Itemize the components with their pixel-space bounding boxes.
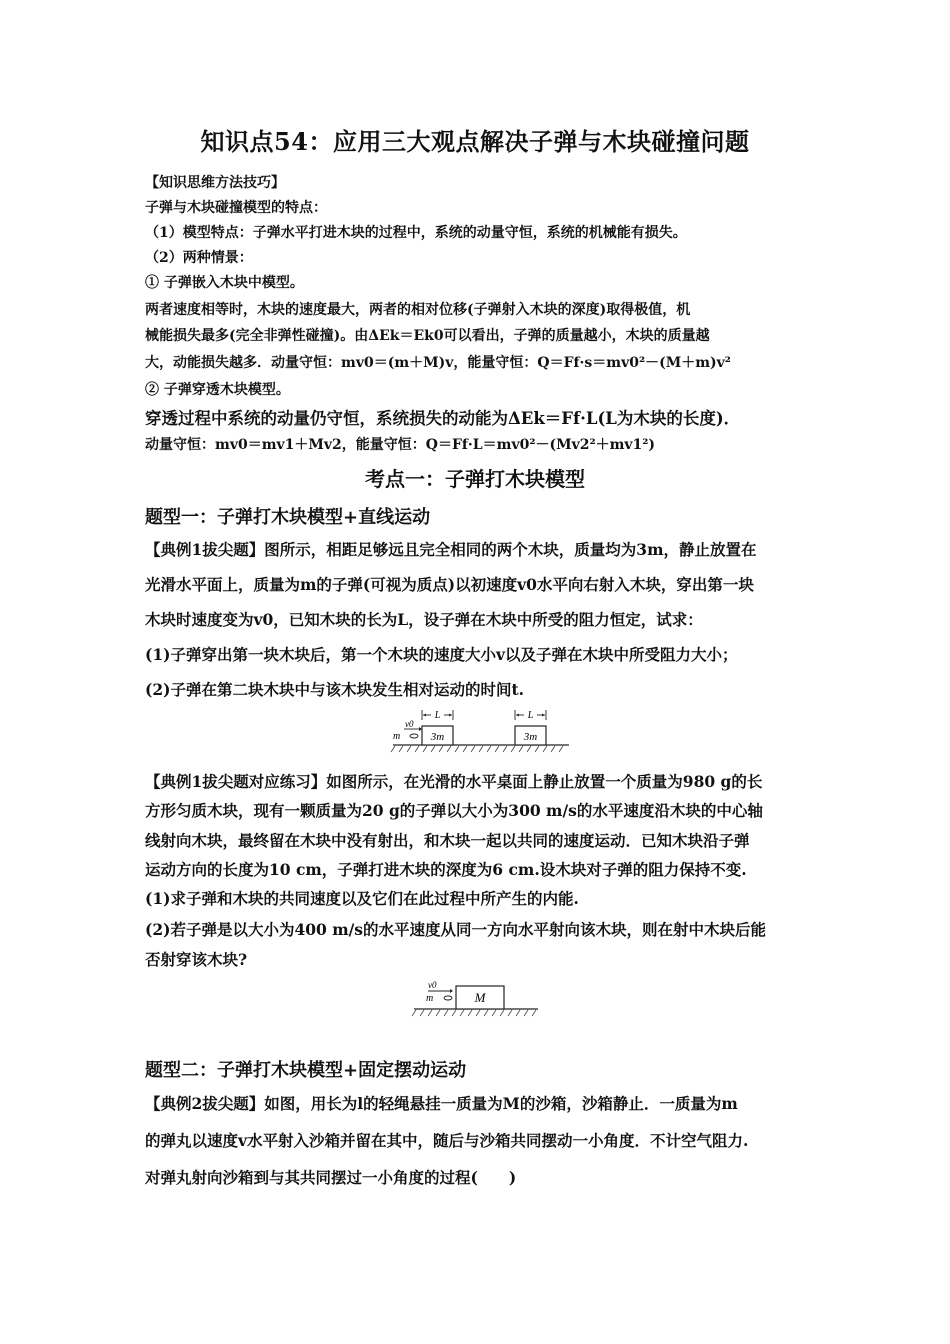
- exercise-question-2b: 否射穿该木块?: [145, 950, 248, 969]
- case2-title: ② 子弹穿透木块模型。: [145, 382, 290, 398]
- method-point-1: （1）模型特点：子弹水平打进木块的过程中，系统的动量守恒，系统的机械能有损失。: [145, 225, 687, 241]
- case2-line-1: 穿透过程中系统的动量仍守恒，系统损失的动能为ΔEk＝Ff·L(L为木块的长度)．: [145, 409, 741, 428]
- exercise-question-1: (1)求子弹和木块的共同速度以及它们在此过程中所产生的内能.: [145, 889, 579, 908]
- m-label: m: [426, 993, 434, 1004]
- example1-line-2: 光滑水平面上，质量为m的子弹(可视为质点)以初速度v0水平向右射入木块，穿出第一块: [145, 575, 754, 594]
- example1-line-1: 【典例1拔尖题】图所示，相距足够远且完全相同的两个木块，质量均为3m，静止放置在: [145, 540, 757, 559]
- example2-line-1: 【典例2拔尖题】如图，用长为l的轻绳悬挂一质量为M的沙箱，沙箱静止．一质量为m: [145, 1094, 738, 1113]
- block-2-label: 3m: [523, 731, 538, 743]
- method-point-2: （2）两种情景：: [145, 250, 253, 266]
- example1-question-1: (1)子弹穿出第一块木块后，第一个木块的速度大小v以及子弹在木块中所受阻力大小；: [145, 645, 738, 664]
- section-heading: 考点一：子弹打木块模型: [365, 467, 585, 491]
- page-title: 知识点54：应用三大观点解决子弹与木块碰撞问题: [200, 127, 750, 156]
- exercise-line-1: 【典例1拔尖题对应练习】如图所示，在光滑的水平桌面上静止放置一个质量为980 g的长: [145, 772, 763, 791]
- exercise-line-3: 线射向木块，最终留在木块中没有射出，和木块一起以共同的速度运动．已知木块沿子弹: [145, 831, 750, 850]
- case2-line-2: 动量守恒：mv0＝mv1＋Mv2，能量守恒：Q＝Ff·L＝mv0²－(Mv2²＋mv1²): [145, 437, 656, 453]
- type1-heading: 题型一：子弹打木块模型+直线运动: [145, 507, 431, 528]
- m-label: m: [393, 731, 401, 742]
- example1-line-3: 木块时速度变为v0，已知木块的长为L，设子弹在木块中所受的阻力恒定，试求：: [145, 610, 703, 629]
- example1-question-2: (2)子弹在第二块木块中与该木块发生相对运动的时间t.: [145, 680, 525, 699]
- bullet-icon: [410, 734, 418, 738]
- block-1-label: 3m: [430, 731, 445, 743]
- type2-heading: 题型二：子弹打木块模型+固定摆动运动: [145, 1060, 467, 1081]
- bullet-icon: [444, 996, 452, 1000]
- exercise-line-2: 方形匀质木块，现有一颗质量为20 g的子弹以大小为300 m/s的水平速度沿木块的中心轴: [145, 801, 763, 820]
- case1-line-1: 两者速度相等时，木块的速度最大，两者的相对位移(子弹射入木块的深度)取得极值，机: [145, 302, 691, 318]
- block-M-label: M: [474, 990, 486, 1005]
- figure-two-blocks: [385, 705, 575, 757]
- figure-single-block: [410, 975, 542, 1019]
- length-label-2: L: [527, 710, 534, 721]
- v0-label: v0: [428, 980, 437, 990]
- case1-line-3: 大，动能损失越多．动量守恒：mv0＝(m＋M)v，能量守恒：Q＝Ff·s＝mv0²－(M＋m)v²: [145, 355, 731, 371]
- length-label-1: L: [434, 710, 441, 721]
- exercise-question-2a: (2)若子弹是以大小为400 m/s的水平速度从同一方向水平射向该木块，则在射中木块后能: [145, 920, 766, 939]
- method-intro: 子弹与木块碰撞模型的特点：: [145, 200, 327, 216]
- exercise-line-4: 运动方向的长度为10 cm，子弹打进木块的深度为6 cm.设木块对子弹的阻力保持不变.: [145, 860, 747, 879]
- example2-line-2: 的弹丸以速度v水平射入沙箱并留在其中，随后与沙箱共同摆动一小角度．不计空气阻力.: [145, 1131, 749, 1150]
- case1-title: ① 子弹嵌入木块中模型。: [145, 275, 304, 291]
- v0-label: v0: [405, 719, 414, 729]
- case1-line-2: 械能损失最多(完全非弹性碰撞)。由ΔEk＝Ek0可以看出，子弹的质量越小，木块的质量越: [145, 328, 710, 344]
- method-heading: 【知识思维方法技巧】: [145, 175, 285, 191]
- example2-line-3: 对弹丸射向沙箱到与其共同摆过一小角度的过程( ): [145, 1168, 517, 1187]
